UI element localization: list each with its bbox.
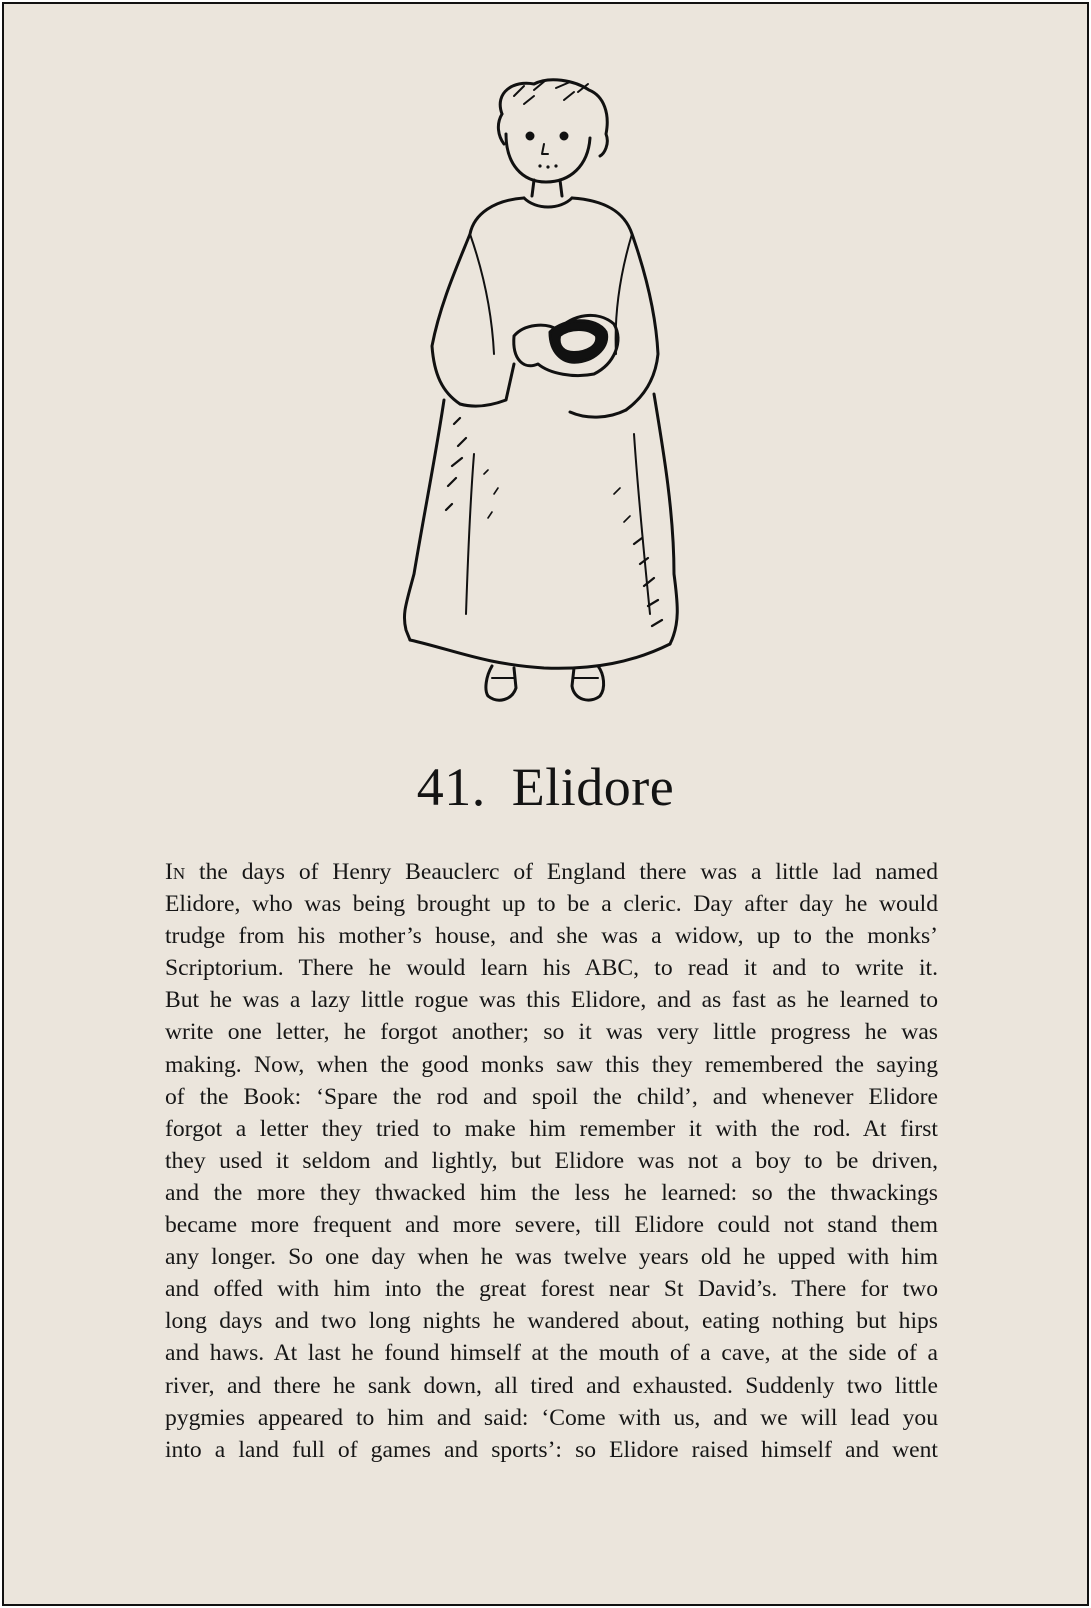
boy-in-robe-illustration xyxy=(374,74,714,734)
text-line: they used it seldom and lightly, but Elidore was not a boy to be driven, xyxy=(165,1147,938,1174)
text-line: any longer. So one day when he was twelve years old he upped with him xyxy=(165,1244,938,1271)
text-line: trudge from his mother’s house, and she was a widow, up to the monks’ xyxy=(165,923,938,950)
story-text xyxy=(165,856,938,1466)
text-line: Scriptorium. There he would learn his ABC, to read it and to write it. xyxy=(165,955,938,982)
text-line: write one letter, he forgot another; so it was very little progress he was xyxy=(165,1019,938,1046)
chapter-number: 41. xyxy=(416,757,486,817)
chapter-name: Elidore xyxy=(511,757,675,817)
text-line: became more frequent and more severe, till Elidore could not stand them xyxy=(165,1212,938,1239)
text-line: making. Now, when the good monks saw this they remembered the saying xyxy=(165,1051,938,1078)
text-line: and the more they thwacked him the less he learned: so the thwackings xyxy=(165,1179,938,1206)
text-line: pygmies appeared to him and said: ‘Come with us, and we will lead you xyxy=(165,1404,938,1431)
text-line: and haws. At last he found himself at the mouth of a cave, at the side of a xyxy=(165,1340,938,1367)
chapter-title xyxy=(4,756,1087,818)
first-line-text: the days of Henry Beauclerc of England there was a little lad named xyxy=(185,859,938,885)
text-line xyxy=(165,856,938,888)
text-line: river, and there he sank down, all tired and exhausted. Suddenly two little xyxy=(165,1372,938,1399)
text-line: and offed with him into the great forest near St David’s. There for two xyxy=(165,1276,938,1303)
text-line: forgot a letter they tried to make him remember it with the rod. At first xyxy=(165,1115,938,1142)
text-line: But he was a lazy little rogue was this Elidore, and as fast as he learned to xyxy=(165,987,938,1014)
text-line: long days and two long nights he wandered about, eating nothing but hips xyxy=(165,1308,938,1335)
text-line: of the Book: ‘Spare the rod and spoil the child’, and whenever Elidore xyxy=(165,1083,938,1110)
text-line: into a land full of games and sports’: so Elidore raised himself and went xyxy=(165,1436,938,1463)
text-line: Elidore, who was being brought up to be a cleric. Day after day he would xyxy=(165,891,938,918)
opening-word: In xyxy=(165,859,186,885)
book-page xyxy=(2,2,1089,1606)
